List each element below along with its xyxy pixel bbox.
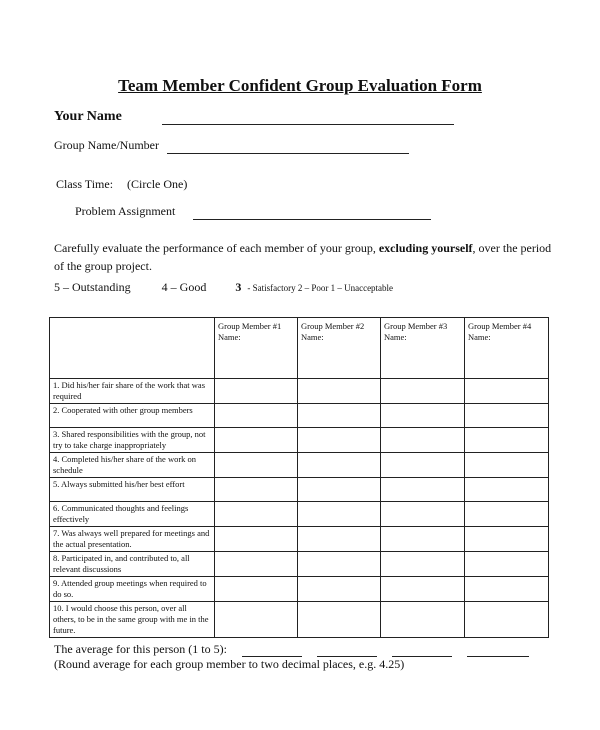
rating-cell[interactable] — [465, 527, 549, 552]
average-row — [54, 642, 529, 657]
rating-cell[interactable] — [215, 404, 298, 428]
rating-cell[interactable] — [298, 379, 381, 404]
rating-cell[interactable] — [381, 527, 465, 552]
table-row — [50, 428, 549, 453]
criterion-cell: 3. Shared responsibilities with the group, not try to take charge inappropriately — [50, 428, 215, 453]
problem-assignment-label: Problem Assignment — [75, 204, 176, 218]
rating-cell[interactable] — [215, 527, 298, 552]
table-row — [50, 379, 549, 404]
rating-cell[interactable] — [215, 379, 298, 404]
rating-cell[interactable] — [465, 552, 549, 577]
rating-cell[interactable] — [298, 527, 381, 552]
criterion-cell: 2. Cooperated with other group members — [50, 404, 215, 428]
class-time-label: Class Time: — [56, 177, 114, 191]
scale-rest: - Satisfactory 2 – Poor 1 – Unacceptable — [247, 283, 394, 293]
rating-cell[interactable] — [465, 602, 549, 638]
instructions-text-1: Carefully evaluate the performance of each member of your group, — [54, 241, 379, 255]
criterion-cell: 5. Always submitted his/her best effort — [50, 478, 215, 502]
rating-cell[interactable] — [298, 552, 381, 577]
member-header-label: Group Member #2 — [301, 321, 365, 331]
rating-scale — [54, 280, 393, 295]
average-note: (Round average for each group member to two decimal places, e.g. 4.25) — [54, 657, 405, 671]
rating-cell[interactable] — [381, 379, 465, 404]
problem-assignment-field[interactable] — [193, 219, 431, 220]
table-row — [50, 478, 549, 502]
average-field-member-4[interactable] — [467, 656, 529, 657]
table-row — [50, 602, 549, 638]
criterion-cell: 1. Did his/her fair share of the work that was required — [50, 379, 215, 404]
rating-cell[interactable] — [381, 552, 465, 577]
circle-one-label: (Circle One) — [127, 177, 188, 191]
rating-cell[interactable] — [215, 552, 298, 577]
instructions-bold: excluding yourself — [378, 241, 473, 255]
member-name-label: Name: — [301, 332, 324, 342]
rating-cell[interactable] — [465, 453, 549, 478]
scale-outstanding: 5 – Outstanding — [54, 280, 131, 294]
rating-cell[interactable] — [465, 404, 549, 428]
class-time-row — [56, 175, 187, 193]
rating-cell[interactable] — [465, 428, 549, 453]
rating-cell[interactable] — [215, 502, 298, 527]
member-name-label: Name: — [468, 332, 491, 342]
rating-cell[interactable] — [381, 577, 465, 602]
problem-assignment-row — [75, 202, 431, 220]
rating-cell[interactable] — [381, 478, 465, 502]
member-name-label: Name: — [384, 332, 407, 342]
rating-cell[interactable] — [298, 453, 381, 478]
form-title: Team Member Confident Group Evaluation Form — [118, 76, 482, 95]
rating-cell[interactable] — [215, 478, 298, 502]
rating-cell[interactable] — [215, 453, 298, 478]
your-name-row — [54, 107, 454, 125]
table-row — [50, 453, 549, 478]
rating-cell[interactable] — [381, 404, 465, 428]
member-header-cell — [381, 318, 465, 379]
rating-cell[interactable] — [298, 428, 381, 453]
scale-satisfactory-number: 3 — [235, 280, 242, 294]
group-name-label: Group Name/Number — [54, 138, 159, 152]
group-name-row — [54, 136, 409, 154]
rating-cell[interactable] — [381, 453, 465, 478]
criterion-cell: 8. Participated in, and contributed to, all relevant discussions — [50, 552, 215, 577]
rating-cell[interactable] — [215, 602, 298, 638]
rating-cell[interactable] — [298, 478, 381, 502]
table-header-row — [50, 318, 549, 379]
rating-cell[interactable] — [298, 577, 381, 602]
your-name-label: Your Name — [54, 109, 122, 124]
rating-cell[interactable] — [298, 404, 381, 428]
table-row — [50, 527, 549, 552]
rating-cell[interactable] — [298, 602, 381, 638]
criterion-cell: 9. Attended group meetings when required to do so. — [50, 577, 215, 602]
rating-cell[interactable] — [465, 478, 549, 502]
table-row — [50, 577, 549, 602]
member-header-cell — [465, 318, 549, 379]
criteria-header-cell — [50, 318, 215, 379]
rating-cell[interactable] — [298, 502, 381, 527]
rating-cell[interactable] — [215, 577, 298, 602]
criterion-cell: 10. I would choose this person, over all others, to be in the same group with me in the future. — [50, 602, 215, 638]
rating-cell[interactable] — [215, 428, 298, 453]
evaluation-table — [49, 317, 549, 638]
rating-cell[interactable] — [381, 428, 465, 453]
table-row — [50, 502, 549, 527]
criterion-cell: 6. Communicated thoughts and feelings effectively — [50, 502, 215, 527]
average-label: The average for this person (1 to 5): — [54, 642, 227, 656]
member-header-label: Group Member #3 — [384, 321, 448, 331]
member-header-cell — [215, 318, 298, 379]
rating-cell[interactable] — [465, 577, 549, 602]
rating-cell[interactable] — [381, 502, 465, 527]
scale-good: 4 – Good — [161, 280, 207, 294]
member-header-label: Group Member #4 — [468, 321, 532, 331]
member-header-cell — [298, 318, 381, 379]
your-name-field[interactable] — [162, 124, 454, 125]
instructions-paragraph — [54, 239, 559, 275]
member-header-label: Group Member #1 — [218, 321, 282, 331]
member-name-label: Name: — [218, 332, 241, 342]
criterion-cell: 7. Was always well prepared for meetings and the actual presentation. — [50, 527, 215, 552]
instructions-text-2: , over the period of the group project. — [54, 241, 552, 273]
rating-cell[interactable] — [465, 379, 549, 404]
rating-cell[interactable] — [465, 502, 549, 527]
rating-cell[interactable] — [381, 602, 465, 638]
table-row — [50, 404, 549, 428]
group-name-field[interactable] — [167, 153, 409, 154]
table-row — [50, 552, 549, 577]
criterion-cell: 4. Completed his/her share of the work on schedule — [50, 453, 215, 478]
